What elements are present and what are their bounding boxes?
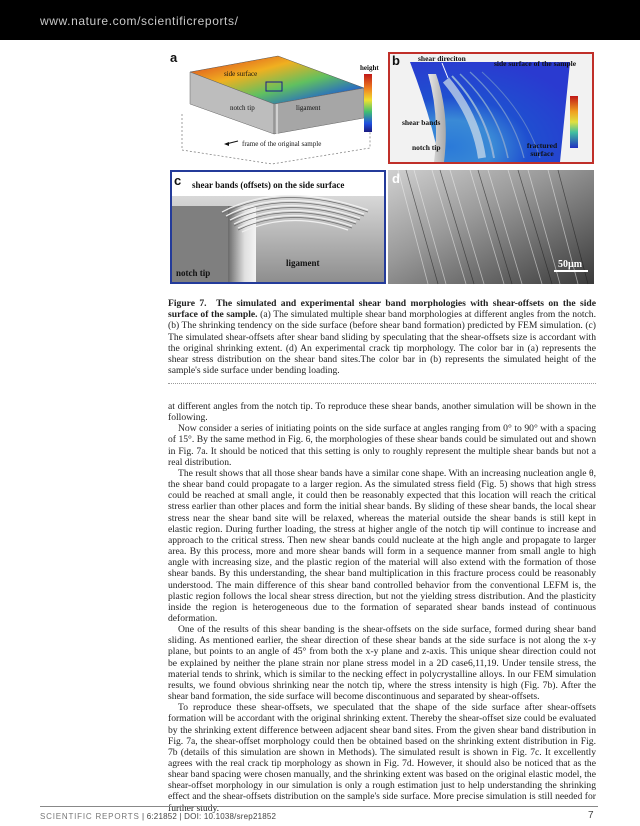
- figure-panel-a: [170, 50, 392, 166]
- panel-d-label: d: [392, 171, 400, 186]
- journal-url[interactable]: www.nature.com/scientificreports/: [40, 14, 239, 28]
- notch-tip-label: notch tip: [230, 104, 255, 112]
- footer-divider: [40, 806, 598, 807]
- caption-divider: [168, 383, 596, 384]
- doi-citation[interactable]: | 6:21852 | DOI: 10.1038/srep21852: [139, 812, 277, 821]
- footer-citation: [40, 812, 276, 821]
- header-bar: [0, 0, 640, 40]
- side-surface-label: side surface: [224, 70, 258, 78]
- article-body: [168, 401, 596, 814]
- scale-bar-label: 50µm: [558, 259, 583, 270]
- paragraph: The result shows that all those shear bands have a similar cone shape. With an increasing nucleation angle θ, the shear band could propagate to a larger region. As the simulated stress field (Fig. 5) shows that high stress could be reached at small angle, it could then be reasonably expected that this location will reach the critical stress earlier than other places and form the initial shear bands. By sliding of these shear bands, the local shear stress near the shear band site will be relaxed, whereas the material outside the shear bands is still kept in elastic region. During further loading, the stress at higher angle of the notch tip will continue to increase and approach to the critical stress. Then new shear bands could nucleate at the high angle and propagate to larger area. By this process, more and more shear bands will form in a sequence manner from small angle to high angle with increasing size, and the plastic region of the material will also extend with the formation of those shear bands. By this understanding, the shear band multiplication in this fracture process could be reasonably understood. The main difference of this shear band controlled behavior from the conventional LEFM is, the plastic region follows the local shear stress direction, but not the yielding stress distribution. And the plasticity inside the region is heterogeneous due to the formation of separated shear bands instead of continuous deformation.: [168, 467, 596, 624]
- caption-body: (a) The simulated multiple shear band morphologies at different angles from the notch. (b) The shrinking tendency on the side surface (before shear band formation) predicted by FEM simulation. (c) The simulated shear-offsets after shear band sliding by speculating that the shear-offsets size is accordant with the original shrinking extent. (d) An experimental crack tip morphology. The color bar in (a) represents the shear stress distribution on the shear band sites.The color bar in (b) represents the simulated height of the sample's side surface under bending loading.: [168, 309, 596, 377]
- caption-title: Figure 7. The simulated and experimental shear band morphologies with shear-offsets on the side surface of the sample.: [168, 298, 596, 321]
- shear-bands-label: shear bands: [402, 118, 441, 127]
- ligament-label: ligament: [296, 104, 321, 112]
- ligament-label-c: ligament: [286, 258, 320, 268]
- page-number: 7: [588, 810, 594, 821]
- figure-panel-c: [170, 170, 386, 284]
- figure-caption: [168, 298, 596, 376]
- paragraph: One of the results of this shear banding is the shear-offsets on the side surface, formed during shear band sliding. As mentioned earlier, the shear direction of these shear bands at the side surface is not along the x-y plane, but points to an angle of 45° from both the x-y plane and z-axis. This unique shear direction could not be explained by neither the plane strain nor plane stress model in a 2D case6,11,19. Under tensile stress, the material tends to shrink, which is similar to the necking effect in polycrystalline alloys. In our FEM simulation results, we found obvious shrinking near the notch tip, where the stress intensity is high (Fig. 7b). After the shear band formation, the side surface will become discontinuous and separated by shear-offsets.: [168, 624, 596, 703]
- panel-b-label: b: [392, 53, 400, 68]
- side-surface-sample-label: side surface of the sample: [494, 59, 577, 68]
- figure-panel-d: [388, 170, 594, 284]
- figure-panel-b: [388, 52, 594, 164]
- panel-c-label: c: [174, 173, 182, 188]
- frame-label: frame of the original sample: [242, 140, 322, 148]
- notch-tip-label-b: notch tip: [412, 143, 441, 152]
- panel-a-label: a: [170, 50, 178, 65]
- journal-brand: SCIENTIFIC REPORTS: [40, 812, 140, 821]
- paragraph: at different angles from the notch tip. To reproduce these shear bands, another simulation will be shown in the following.: [168, 401, 596, 424]
- colorbar-height-label: height: [360, 64, 379, 72]
- notch-tip-label-c: notch tip: [176, 268, 211, 278]
- shear-bands-offsets-title: shear bands (offsets) on the side surface: [192, 180, 345, 190]
- paragraph: To reproduce these shear-offsets, we speculated that the shape of the side surface after shear-offsets formation will be accordant with the original shrinking extent. Thereby the shear-offset size could be evaluated by the shrinking extent difference between adjacent shear band sites. From the given shear band distribution in Fig. 7a, the shear-offset morphology could then be obtained based on the shrinking extent distribution in Fig. 7b (details of this simulation are shown in Methods). The simulated result is shown in Fig. 7c. It excellently agrees with the real crack tip morphology as shown in Fig. 7d. However, it should also be noticed that as the shear band spacing were chosen manually, and the shrinking extent was based on the original elastic model, the shear-offset morphology in our simulation is only a rough estimation just to help understanding the shrinking effect and the shear-offsets distribution on the sample's side surface. More precise simulation is still needed for further study.: [168, 702, 596, 814]
- fractured-surface-label: fractured surface: [526, 141, 558, 158]
- shear-direction-label: shear direciton: [418, 54, 466, 63]
- paragraph: Now consider a series of initiating points on the side surface at angles ranging from 0° to 90° with a spacing of 15°. By the same method in Fig. 6, the morphologies of these shear bands could be simulated out and shown in Fig. 7a. It should be noticed that this setting is only to roughly represent the multiple shear bands but not a real distribution.: [168, 423, 596, 468]
